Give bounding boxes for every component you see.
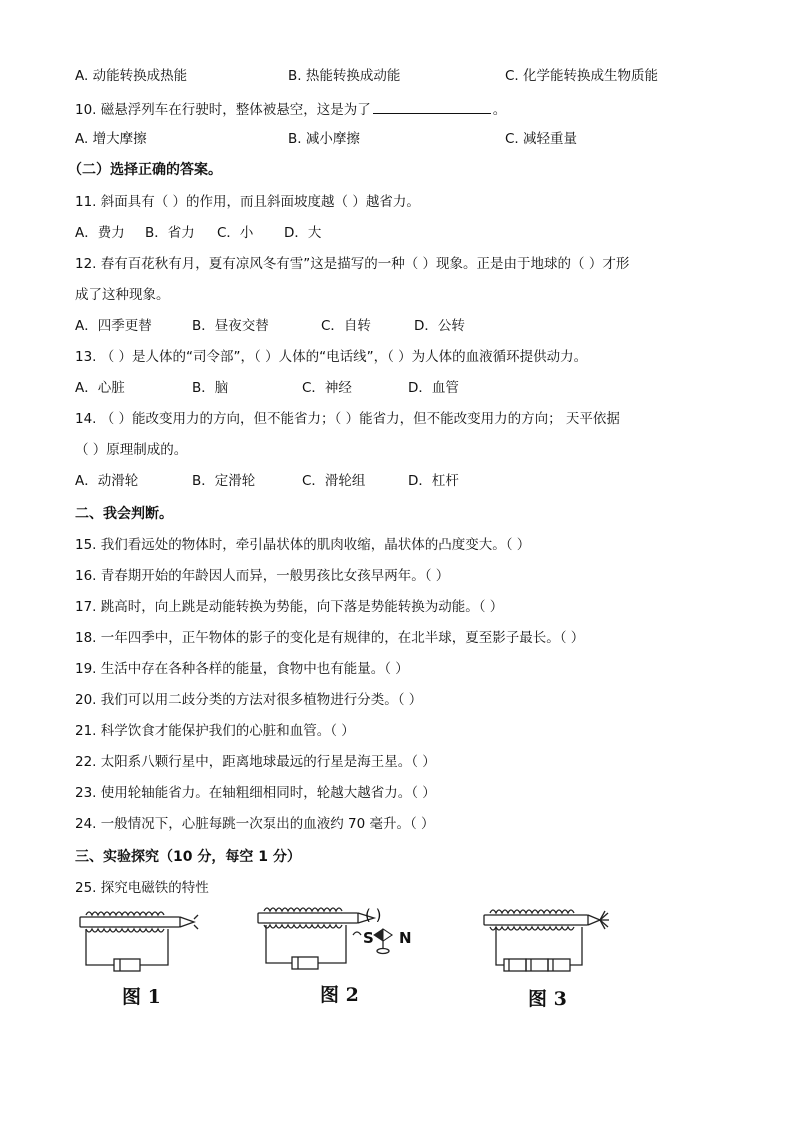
judge-item-21: 21. 科学饮食才能保护我们的心脏和血管。（ ） (75, 723, 355, 739)
q25-question: 25. 探究电磁铁的特性 (75, 880, 209, 896)
q14-option-a: A．动滑轮 (75, 473, 139, 489)
figure-3-label: 图 3 (528, 988, 567, 1010)
q11-option-b: B．省力 (145, 225, 195, 241)
q12-option-d: D．公转 (414, 318, 465, 334)
q10-text: 10. 磁悬浮列车在行驶时，整体被悬空，这是为了 (75, 102, 371, 118)
q13-option-b: B．脑 (192, 380, 229, 396)
figure-3-electromagnet (478, 905, 618, 975)
q10-option-b: B. 减小摩擦 (288, 131, 360, 147)
q12-option-a: A．四季更替 (75, 318, 152, 334)
q10-end: 。 (492, 102, 507, 118)
q14-option-b: B．定滑轮 (192, 473, 256, 489)
judge-item-22: 22. 太阳系八颗行星中，距离地球最远的行星是海王星。（ ） (75, 754, 436, 770)
q12-option-c: C．自转 (321, 318, 371, 334)
q11-option-a: A．费力 (75, 225, 125, 241)
judge-item-18: 18. 一年四季中，正午物体的影子的变化是有规律的，在北半球，夏至影子最长。（ ） (75, 630, 585, 646)
q10-option-a: A. 增大摩擦 (75, 131, 147, 147)
q10-answer-blank[interactable] (373, 100, 491, 114)
section-experiment-heading: 三、实验探究（10 分，每空 1 分） (75, 849, 301, 865)
q12-option-b: B．昼夜交替 (192, 318, 269, 334)
q10-option-c: C. 减轻重量 (505, 131, 578, 147)
q9-option-c: C. 化学能转换成生物质能 (505, 68, 659, 84)
judge-item-15: 15. 我们看远处的物体时，牵引晶状体的肌肉收缩，晶状体的凸度变大。（ ） (75, 537, 531, 553)
q10-question (75, 100, 506, 119)
q13-option-c: C．神经 (302, 380, 352, 396)
q14-option-c: C．滑轮组 (302, 473, 366, 489)
q11-option-c: C．小 (217, 225, 254, 241)
judge-item-23: 23. 使用轮轴能省力。在轴粗细相同时，轮越大越省力。（ ） (75, 785, 436, 801)
judge-item-16: 16. 青春期开始的年龄因人而异，一般男孩比女孩早两年。（ ） (75, 568, 450, 584)
q14-question-line2: （ ）原理制成的。 (75, 442, 188, 458)
q12-question-line1: 12. 春有百花秋有月，夏有凉风冬有雪”这是描写的一种（ ）现象。正是由于地球的（ ）才形 (75, 256, 630, 272)
figure-2-answer-parens[interactable]: ( ) (365, 906, 382, 924)
figure-1-electromagnet (72, 905, 202, 975)
figure-1-label: 图 1 (122, 986, 161, 1008)
q13-option-d: D．血管 (408, 380, 459, 396)
q11-question: 11. 斜面具有（ ）的作用，而且斜面坡度越（ ）越省力。 (75, 194, 420, 210)
section-choose-heading: （二）选择正确的答案。 (68, 162, 222, 178)
judge-item-17: 17. 跳高时，向上跳是动能转换为势能，向下落是势能转换为动能。（ ） (75, 599, 504, 615)
compass-n-pole: N (399, 929, 412, 947)
figure-2-label: 图 2 (320, 984, 359, 1006)
q14-question-line1: 14. （ ）能改变用力的方向，但不能省力；（ ）能省力，但不能改变用力的方向； 天平依据 (75, 411, 620, 427)
q9-option-b: B. 热能转换成动能 (288, 68, 401, 84)
judge-item-19: 19. 生活中存在各种各样的能量，食物中也有能量。（ ） (75, 661, 409, 677)
q14-option-d: D．杠杆 (408, 473, 459, 489)
section-judge-heading: 二、我会判断。 (75, 506, 173, 522)
q13-question: 13. （ ）是人体的“司令部”，（ ）人体的“电话线”，（ ）为人体的血液循环提供动力。 (75, 349, 588, 365)
judge-item-24: 24. 一般情况下，心脏每跳一次泵出的血液约 70 毫升。（ ） (75, 816, 435, 832)
q13-option-a: A．心脏 (75, 380, 125, 396)
judge-item-20: 20. 我们可以用二歧分类的方法对很多植物进行分类。（ ） (75, 692, 423, 708)
q11-option-d: D．大 (284, 225, 322, 241)
q12-question-line2: 成了这种现象。 (75, 287, 170, 303)
compass-s-pole: S (363, 929, 374, 947)
q9-option-a: A. 动能转换成热能 (75, 68, 188, 84)
